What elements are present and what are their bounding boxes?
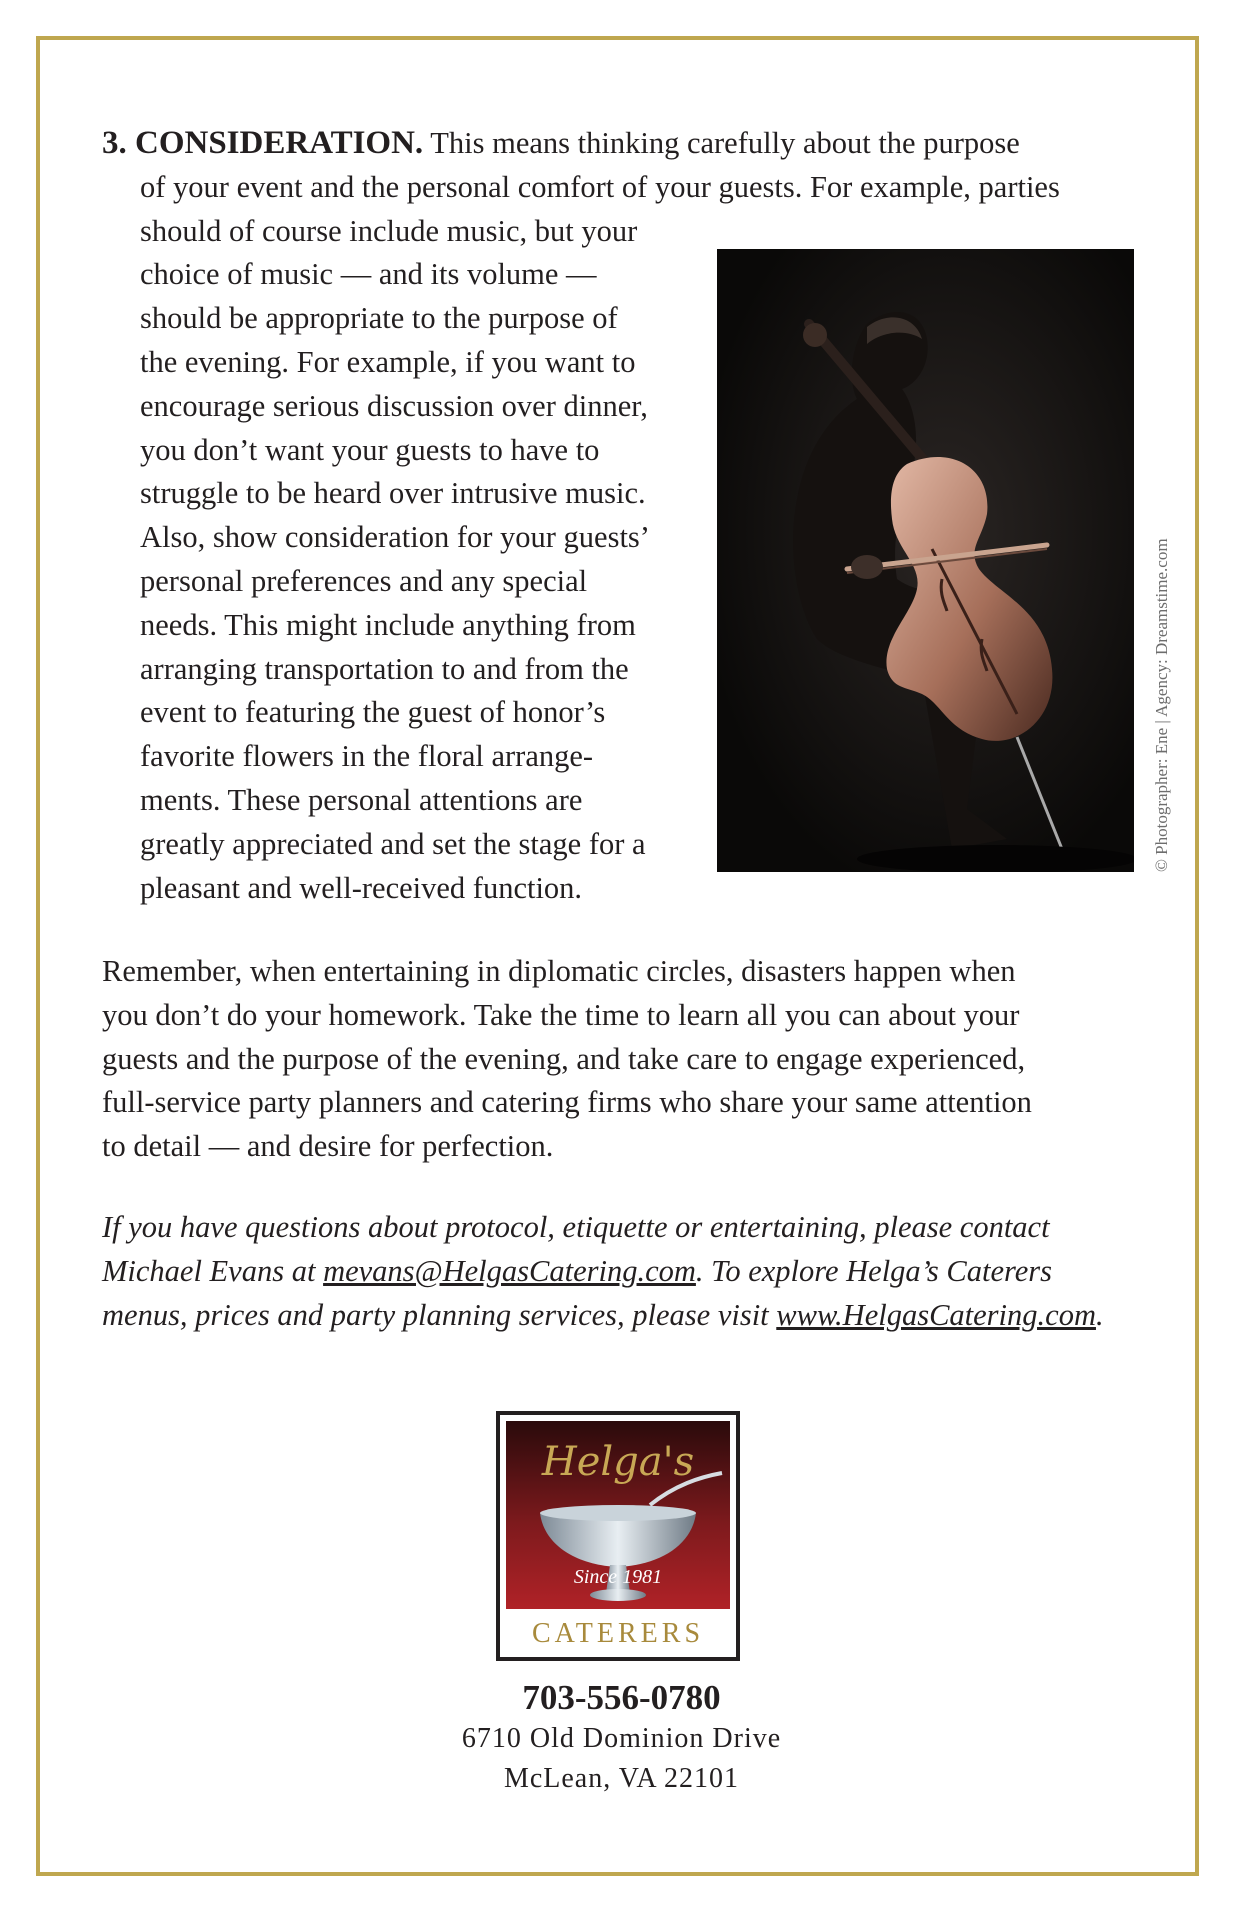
paragraph-line: guests and the purpose of the evening, and take care to engage experienced,: [102, 1041, 1026, 1076]
cellist-photo: [717, 249, 1134, 872]
address-city: McLean, VA 22101: [503, 1763, 740, 1794]
consideration-line: arranging transportation to and from the: [140, 651, 629, 686]
paragraph-line: you don’t do your homework. Take the time to learn all you can about your: [102, 997, 1020, 1032]
address-block: [0, 1719, 1243, 1799]
logo-since-text: Since 1981: [573, 1566, 663, 1588]
logo-script-text: Helga's: [541, 1439, 695, 1485]
paragraph-line: full-service party planners and catering firms who share your same attention: [102, 1085, 1032, 1120]
consideration-line: greatly appreciated and set the stage for a: [140, 826, 646, 861]
photo-credit: © Photographer: Ene | Agency: Dreamstime.com: [1152, 538, 1171, 872]
consideration-line: struggle to be heard over intrusive music.: [140, 476, 646, 511]
consideration-line: Also, show consideration for your guests’: [140, 520, 650, 555]
cellist-illustration: [717, 249, 1134, 872]
consideration-line: should of course include music, but your: [140, 213, 638, 248]
consideration-line: personal preferences and any special: [140, 563, 588, 598]
consideration-line: of your event and the personal comfort of your guests. For example, parties: [140, 169, 1060, 204]
consideration-line: the evening. For example, if you want to: [140, 344, 636, 379]
consideration-line: favorite flowers in the floral arrange-: [140, 739, 594, 774]
website-link[interactable]: www.HelgasCatering.com: [776, 1297, 1096, 1332]
consideration-line: pleasant and well-received function.: [140, 870, 583, 905]
consideration-heading: 3. CONSIDERATION.: [102, 125, 424, 161]
contact-paragraph: [102, 1206, 1162, 1337]
helgas-caterers-logo: [496, 1411, 740, 1661]
consideration-line: choice of music — and its volume —: [140, 257, 597, 292]
paragraph-line: to detail — and desire for perfection.: [102, 1129, 554, 1164]
contact-line: If you have questions about protocol, etiquette or entertaining, please contact: [102, 1210, 1050, 1244]
contact-line: menus, prices and party planning services, please visit www.HelgasCatering.com.: [102, 1297, 1104, 1332]
email-link[interactable]: mevans@HelgasCatering.com: [323, 1253, 696, 1288]
consideration-first-line: 3. CONSIDERATION. This means thinking carefully about the purpose: [102, 125, 1020, 161]
contact-line: Michael Evans at mevans@HelgasCatering.com. To explore Helga’s Caterers: [102, 1253, 1053, 1288]
phone-number: 703-556-0780: [522, 1678, 721, 1717]
consideration-line: should be appropriate to the purpose of: [140, 301, 618, 336]
consideration-line: ments. These personal attentions are: [140, 782, 583, 817]
address-street: 6710 Old Dominion Drive: [461, 1723, 782, 1754]
remember-paragraph: [102, 950, 1152, 1169]
consideration-line: you don’t want your guests to have to: [140, 432, 600, 467]
consideration-line: encourage serious discussion over dinner,: [140, 388, 648, 423]
logo-caterers-text: CATERERS: [531, 1618, 705, 1649]
paragraph-line: Remember, when entertaining in diplomatic circles, disasters happen when: [102, 954, 1016, 988]
consideration-line: needs. This might include anything from: [140, 607, 636, 642]
logo-art: [500, 1415, 736, 1657]
consideration-line: event to featuring the guest of honor’s: [140, 695, 606, 730]
